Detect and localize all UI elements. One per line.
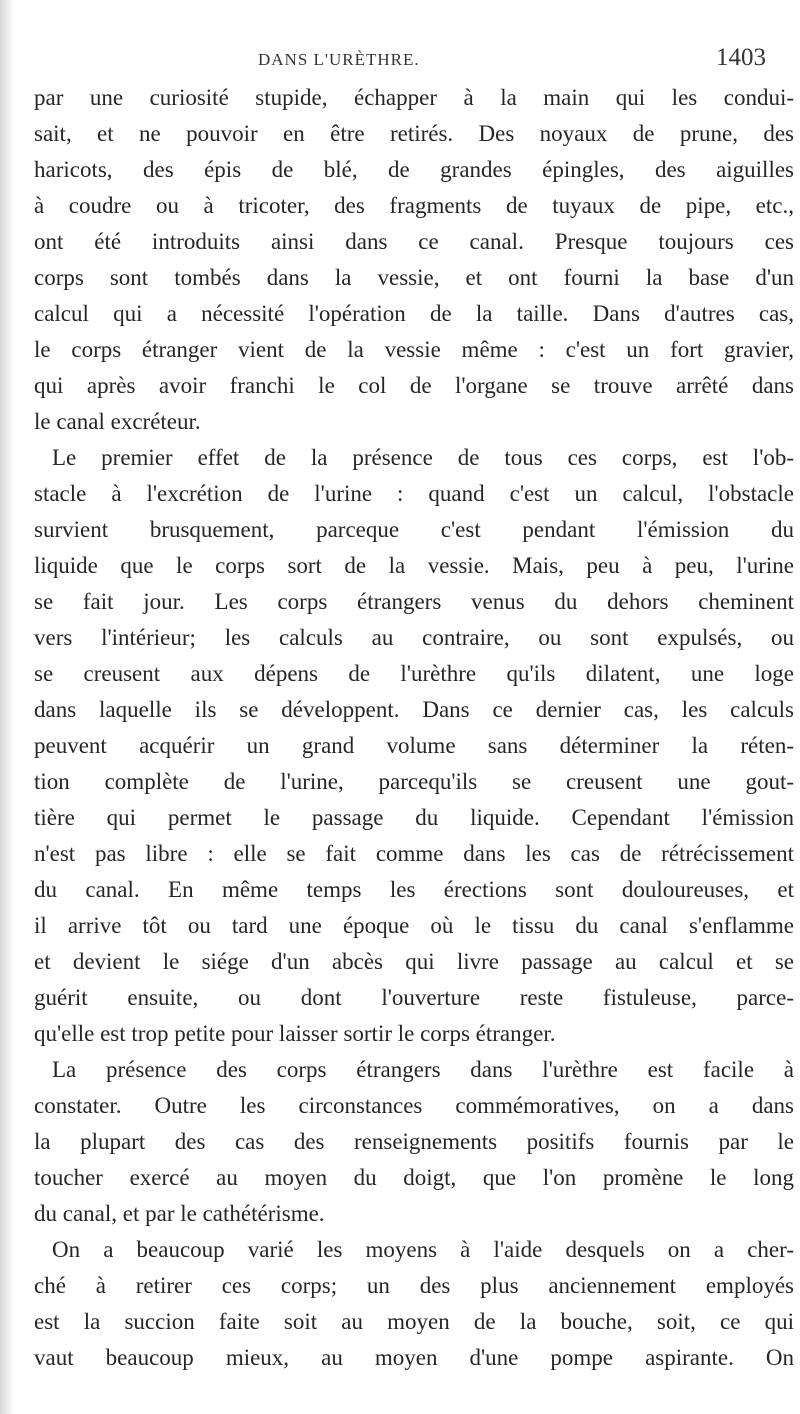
text-line: On a beaucoup varié les moyens à l'aide desquels on a cher- <box>52 1237 794 1262</box>
text-line: Le premier effet de la présence de tous ces corps, est l'ob- <box>52 445 794 470</box>
text-line: du canal. En même temps les érections sont douloureuses, et <box>34 877 794 902</box>
text-line: la plupart des cas des renseignements positifs fournis par le <box>34 1129 794 1154</box>
text-line: corps sont tombés dans la vessie, et ont fourni la base d'un <box>34 265 794 290</box>
text-line: ché à retirer ces corps; un des plus anciennement employés <box>34 1273 794 1298</box>
text-line: toucher exercé au moyen du doigt, que l'on promène le long <box>34 1165 794 1190</box>
text-line: est la succion faite soit au moyen de la bouche, soit, ce qui <box>34 1309 794 1334</box>
text-line: qui après avoir franchi le col de l'organe se trouve arrêté dans <box>34 373 794 398</box>
text-line: stacle à l'excrétion de l'urine : quand c'est un calcul, l'obstacle <box>34 481 794 506</box>
text-line: se creusent aux dépens de l'urèthre qu'ils dilatent, une loge <box>34 661 794 686</box>
page-number: 1403 <box>716 44 766 71</box>
page-gutter-shadow <box>0 0 14 1414</box>
text-line: qu'elle est trop petite pour laisser sortir le corps étranger. <box>34 1021 556 1046</box>
text-line: se fait jour. Les corps étrangers venus du dehors cheminent <box>34 589 794 614</box>
text-line: à coudre ou à tricoter, des fragments de tuyaux de pipe, etc., <box>34 193 794 218</box>
text-line: guérit ensuite, ou dont l'ouverture reste fistuleuse, parce- <box>34 985 794 1010</box>
text-line: peuvent acquérir un grand volume sans déterminer la réten- <box>34 733 794 758</box>
text-line: le canal excréteur. <box>34 409 201 434</box>
text-line: constater. Outre les circonstances commémoratives, on a dans <box>34 1093 794 1118</box>
text-line: tière qui permet le passage du liquide. Cependant l'émission <box>34 805 794 830</box>
text-line: n'est pas libre : elle se fait comme dans les cas de rétrécissement <box>34 841 794 866</box>
body-text <box>34 80 794 1376</box>
text-line: il arrive tôt ou tard une époque où le tissu du canal s'enflamme <box>34 913 794 938</box>
text-line: ont été introduits ainsi dans ce canal. Presque toujours ces <box>34 229 794 254</box>
text-line: liquide que le corps sort de la vessie. Mais, peu à peu, l'urine <box>34 553 794 578</box>
text-line: du canal, et par le cathétérisme. <box>34 1201 325 1226</box>
text-line: vaut beaucoup mieux, au moyen d'une pompe aspirante. On <box>34 1345 794 1370</box>
text-line: et devient le siége d'un abcès qui livre passage au calcul et se <box>34 949 794 974</box>
running-head: DANS L'URÈTHRE. <box>258 50 420 69</box>
text-line: par une curiosité stupide, échapper à la main qui les condui- <box>34 85 794 110</box>
text-line: calcul qui a nécessité l'opération de la taille. Dans d'autres cas, <box>34 301 794 326</box>
text-line: La présence des corps étrangers dans l'urèthre est facile à <box>52 1057 794 1082</box>
text-line: tion complète de l'urine, parcequ'ils se creusent une gout- <box>34 769 794 794</box>
text-line: le corps étranger vient de la vessie même : c'est un fort gravier, <box>34 337 794 362</box>
text-line: sait, et ne pouvoir en être retirés. Des noyaux de prune, des <box>34 121 794 146</box>
text-line: survient brusquement, parceque c'est pendant l'émission du <box>34 517 794 542</box>
text-line: haricots, des épis de blé, de grandes épingles, des aiguilles <box>34 157 794 182</box>
text-line: dans laquelle ils se développent. Dans ce dernier cas, les calculs <box>34 697 794 722</box>
text-line: vers l'intérieur; les calculs au contraire, ou sont expulsés, ou <box>34 625 794 650</box>
